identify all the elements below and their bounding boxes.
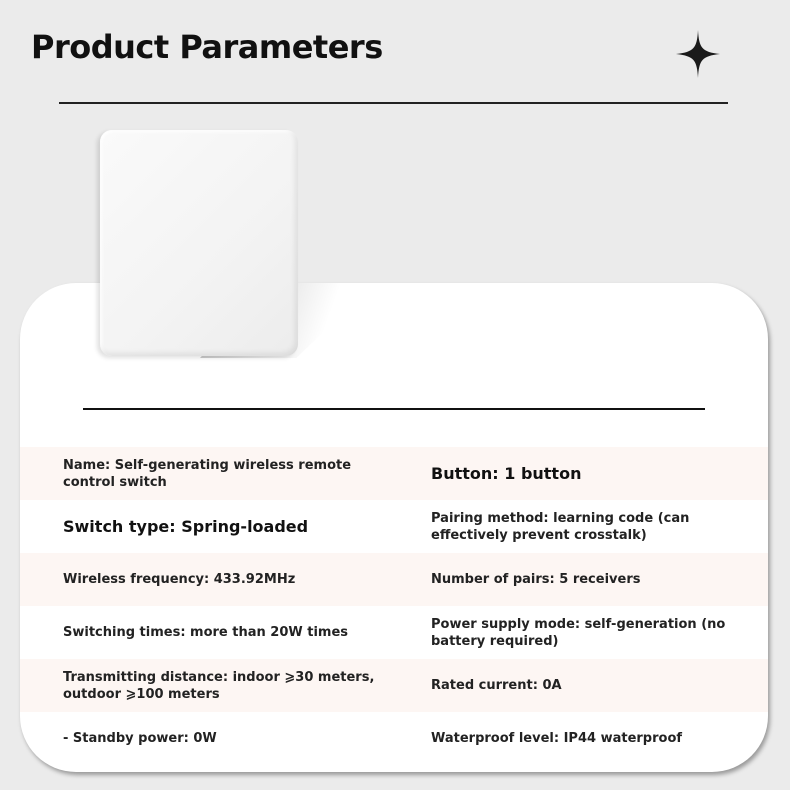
- page-title: Product Parameters: [31, 28, 383, 66]
- sparkle-icon: [676, 30, 720, 78]
- param-waterproof-level: Waterproof level: IP44 waterproof: [431, 731, 683, 746]
- param-pairing-method: Pairing method: learning code (can effectively prevent crosstalk): [431, 510, 690, 543]
- param-switch-type: Switch type: Spring-loaded: [63, 517, 309, 536]
- table-row: [20, 553, 768, 606]
- param-transmitting-distance: Transmitting distance: indoor ⩾30 meters, outdoor ⩾100 meters: [63, 669, 375, 702]
- section-divider: [83, 408, 705, 410]
- param-button: Button: 1 button: [431, 464, 582, 483]
- table-row: [20, 500, 768, 553]
- param-standby-power: - Standby power: 0W: [63, 731, 217, 746]
- param-wireless-frequency: Wireless frequency: 433.92MHz: [63, 572, 296, 587]
- param-switching-times: Switching times: more than 20W times: [63, 625, 349, 640]
- title-divider: [59, 102, 728, 104]
- table-row: [20, 712, 768, 765]
- param-power-supply: Power supply mode: self-generation (no battery required): [431, 616, 726, 649]
- parameters-table: [20, 447, 768, 765]
- table-row: [20, 606, 768, 659]
- param-rated-current: Rated current: 0A: [431, 678, 562, 693]
- param-name: Name: Self-generating wireless remote control switch: [63, 457, 352, 490]
- table-row: [20, 659, 768, 712]
- param-number-of-pairs: Number of pairs: 5 receivers: [431, 572, 641, 587]
- table-row: [20, 447, 768, 500]
- product-image-switch-panel: [100, 130, 298, 356]
